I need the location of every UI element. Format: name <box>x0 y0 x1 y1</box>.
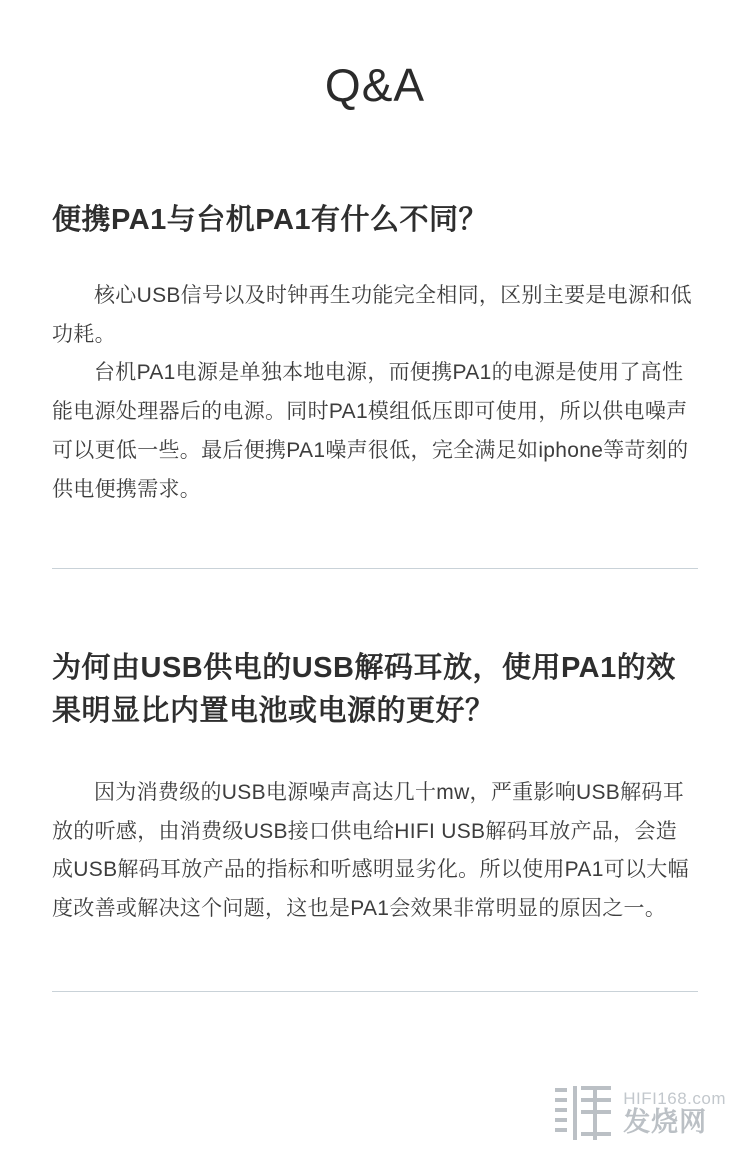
answer-body-1 <box>52 243 698 510</box>
answer-paragraph: 因为消费级的USB电源噪声高达几十mw，严重影响USB解码耳放的听感，由消费级USB接口供电给HIFI USB解码耳放产品，会造成USB解码耳放产品的指标和听感明显劣化。所以使用PA1可以大幅度改善或解决这个问题，这也是PA1会效果非常明显的原因之一。 <box>52 780 689 921</box>
watermark-name: 发烧网 <box>623 1106 708 1137</box>
answer-paragraph: 核心USB信号以及时钟再生功能完全相同，区别主要是电源和低功耗。 <box>52 283 692 346</box>
qa-block-1 <box>52 113 698 510</box>
section-divider <box>52 991 698 992</box>
answer-body-2 <box>52 734 698 929</box>
watermark-text <box>623 1090 726 1136</box>
question-heading-2: 为何由USB供电的USB解码耳放，使用PA1的效果明显比内置电池或电源的更好？ <box>52 651 676 728</box>
qa-block-2 <box>52 569 698 929</box>
question-heading-1: 便携PA1与台机PA1有什么不同？ <box>52 204 489 237</box>
hifi168-logo-icon <box>553 1082 615 1144</box>
watermark-site: HIFI168.com <box>623 1088 726 1108</box>
answer-paragraph: 台机PA1电源是单独本地电源，而便携PA1的电源是使用了高性能电源处理器后的电源。同时PA1模组低压即可使用，所以供电噪声可以更低一些。最后便携PA1噪声很低，完全满足如iphone等苛刻的供电便携需求。 <box>52 361 689 501</box>
page-title: Q&A <box>324 59 426 111</box>
watermark <box>553 1082 726 1144</box>
